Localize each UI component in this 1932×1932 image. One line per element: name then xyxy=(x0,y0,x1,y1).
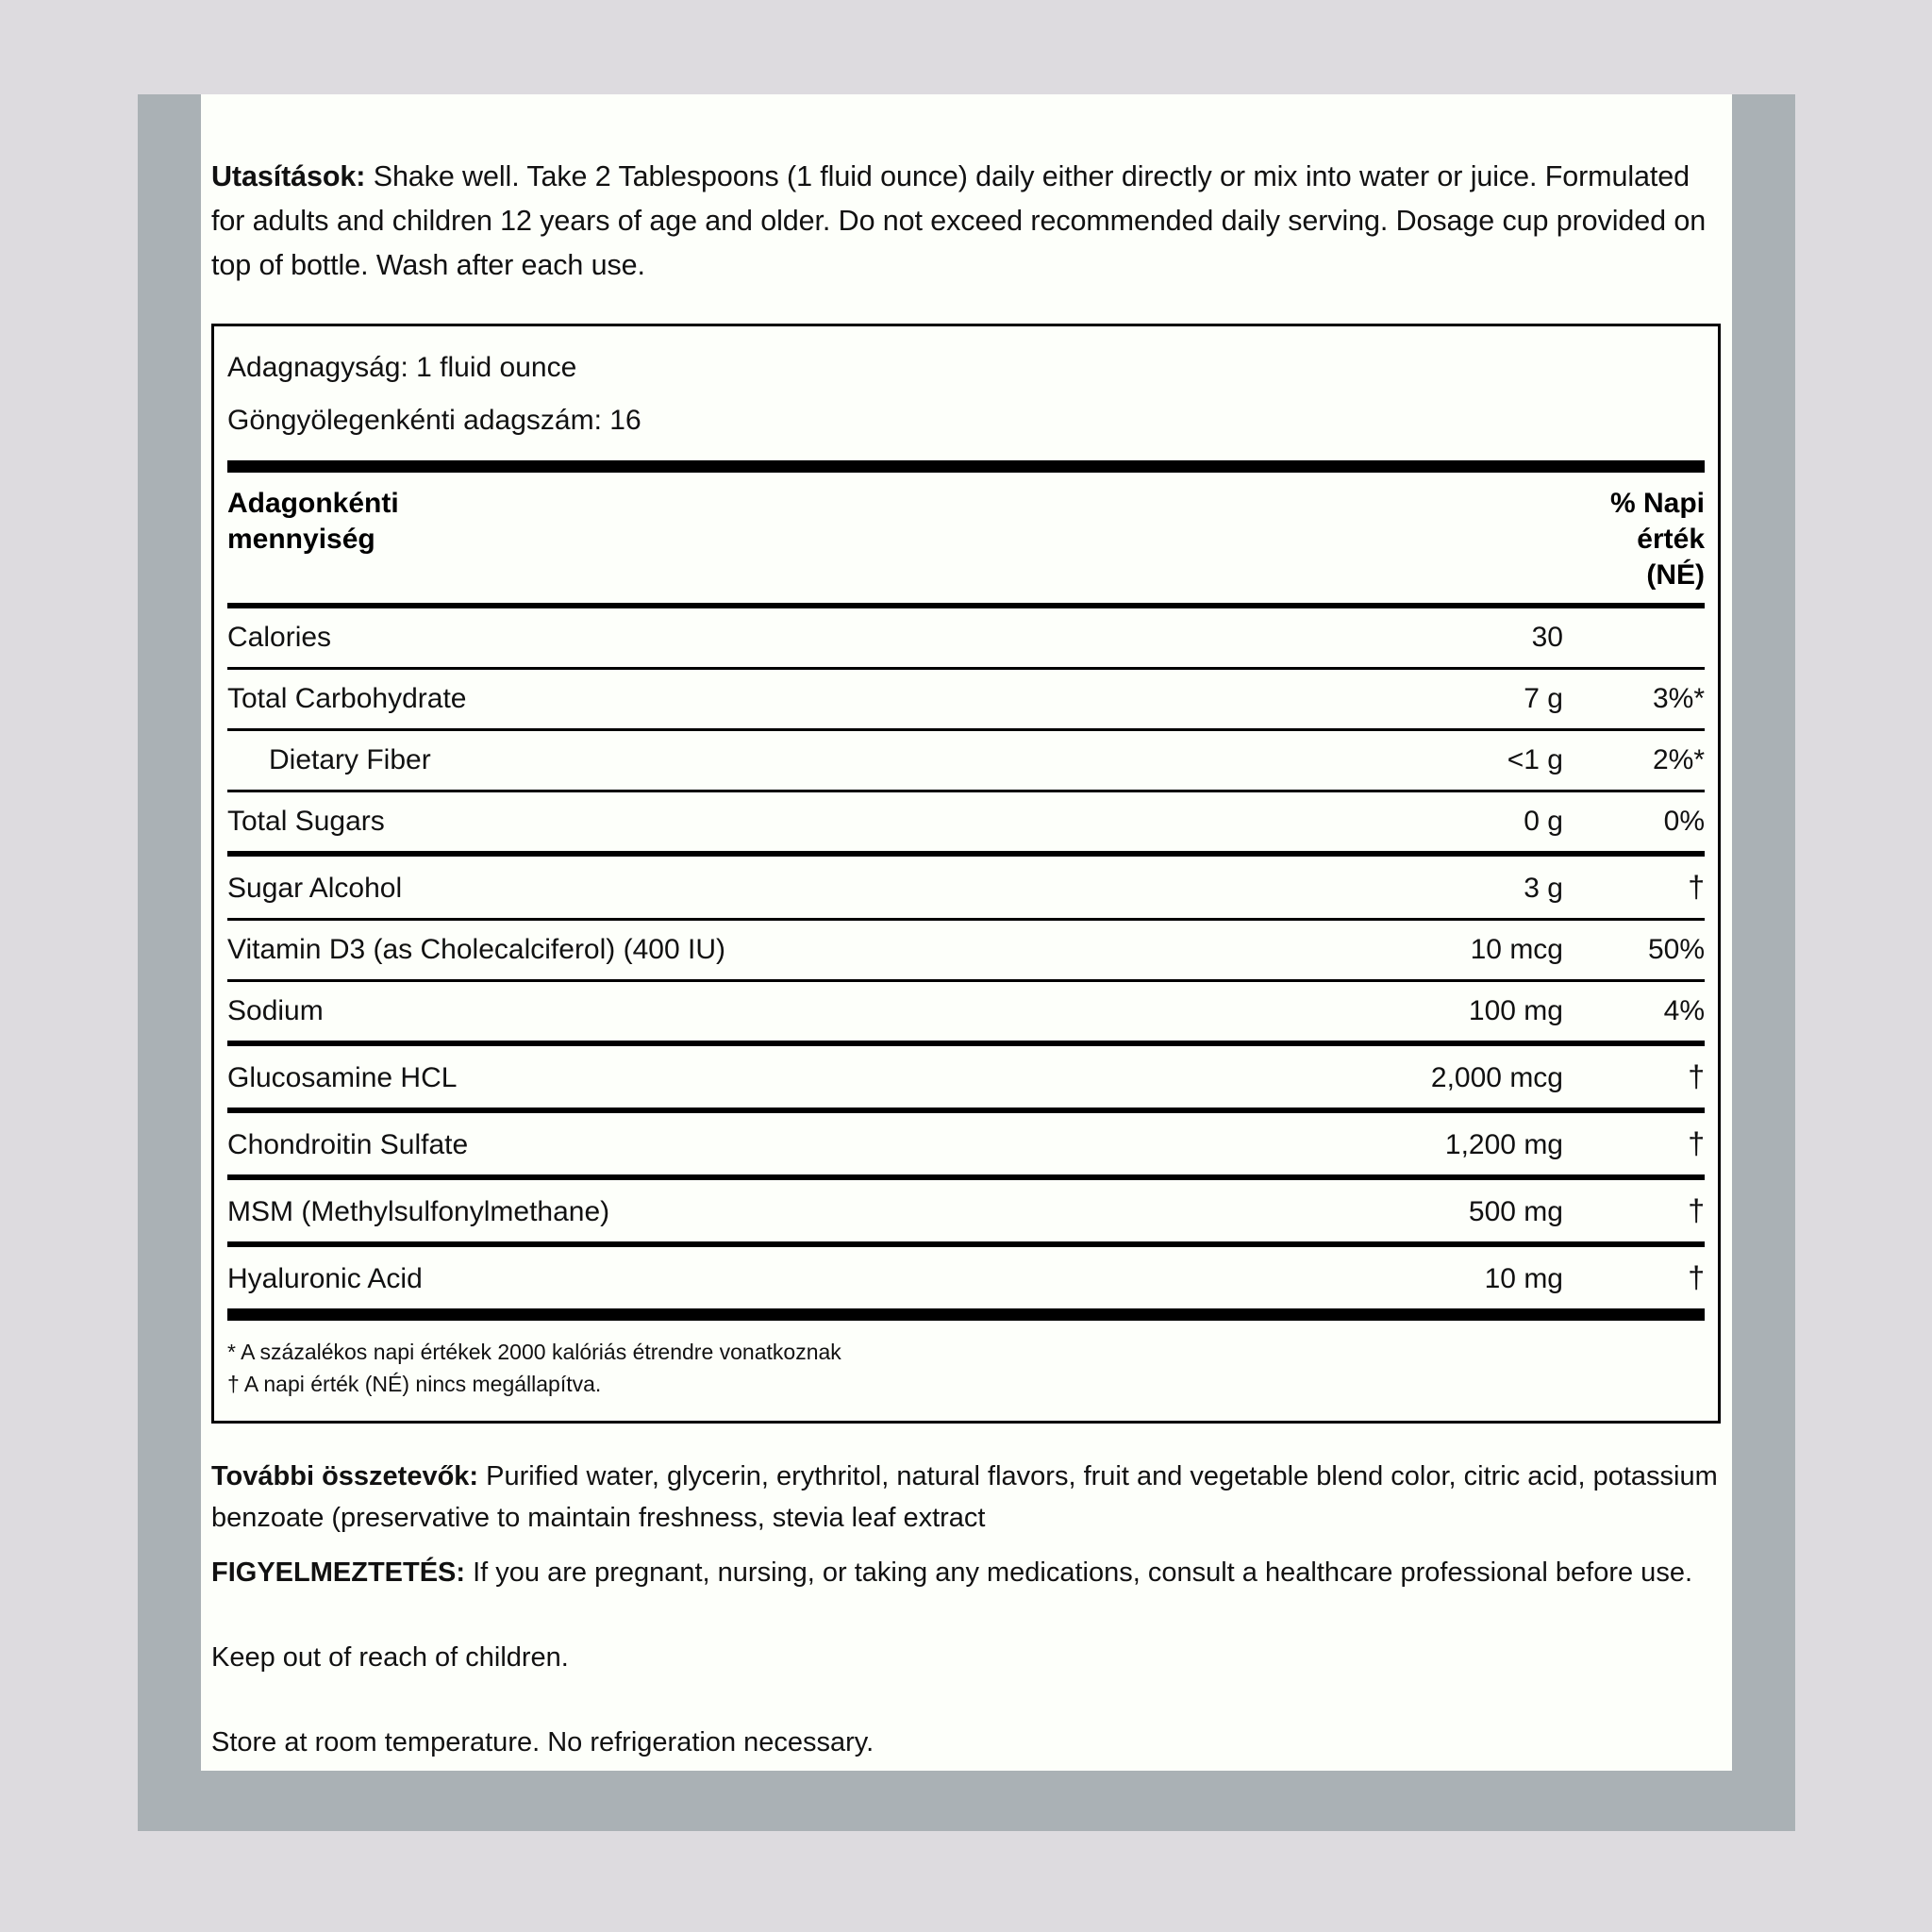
warning-label: FIGYELMEZTETÉS: xyxy=(211,1557,466,1588)
nutrient-name: Sodium xyxy=(227,995,324,1026)
nutrient-amount: 7 g xyxy=(1524,683,1563,714)
footnote-star: * A százalékos napi értékek 2000 kalóriás étrendre vonatkoznak xyxy=(227,1340,841,1364)
divider-thick-top xyxy=(227,460,1705,473)
amount-per-serving-header xyxy=(227,486,399,558)
footnote-dagger: † A napi érték (NÉ) nincs megállapítva. xyxy=(227,1372,602,1396)
table-row xyxy=(227,982,1705,1041)
nutrient-name: Glucosamine HCL xyxy=(227,1062,458,1093)
warning-paragraph xyxy=(211,1552,1721,1593)
nutrient-name: Vitamin D3 (as Cholecalciferol) (400 IU) xyxy=(227,934,725,965)
nutrient-daily-value: 2%* xyxy=(1652,744,1705,775)
nutrient-amount: <1 g xyxy=(1507,744,1563,775)
nutrient-name: Hyaluronic Acid xyxy=(227,1263,423,1294)
nutrient-daily-value: † xyxy=(1688,1260,1705,1294)
table-row xyxy=(227,1113,1705,1174)
nutrient-amount: 10 mcg xyxy=(1470,934,1563,965)
nutrient-amount: 10 mg xyxy=(1484,1263,1563,1294)
table-row xyxy=(227,731,1705,790)
keep-out-of-reach-text: Keep out of reach of children. xyxy=(211,1642,569,1673)
nutrient-amount: 2,000 mcg xyxy=(1430,1062,1563,1093)
directions-label: Utasítások: xyxy=(211,160,366,192)
serving-size: Adagnagyság: 1 fluid ounce xyxy=(227,352,577,383)
table-row xyxy=(227,857,1705,918)
nutrient-name: Total Sugars xyxy=(227,806,385,837)
serving-info xyxy=(227,326,1705,460)
nutrient-amount: 3 g xyxy=(1524,873,1563,904)
other-ingredients-paragraph xyxy=(211,1456,1721,1539)
table-row xyxy=(227,921,1705,979)
nutrient-name: Total Carbohydrate xyxy=(227,683,467,714)
warning-text: If you are pregnant, nursing, or taking any medications, consult a healthcare professional before use. xyxy=(465,1557,1692,1588)
nutrient-amount: 100 mg xyxy=(1468,995,1563,1026)
servings-per-container: Göngyölegenkénti adagszám: 16 xyxy=(227,405,641,436)
directions-text: Shake well. Take 2 Tablespoons (1 fluid ounce) daily either directly or mix into water or juice. Formulated for adults and children 12 years of age and older. Do not exceed recommended daily serving. Dosage cup provided on top of bottle. Wash after each use. xyxy=(211,160,1707,281)
table-row xyxy=(227,1247,1705,1308)
nutrient-daily-value: 0% xyxy=(1663,806,1705,837)
nutrient-name: Calories xyxy=(227,622,332,653)
nutrient-amount: 30 xyxy=(1531,622,1563,653)
table-row xyxy=(227,670,1705,728)
other-ingredients-label: További összetevők: xyxy=(211,1461,479,1491)
nutrient-daily-value: † xyxy=(1688,1059,1705,1093)
amount-per-serving-line-1: Adagonkénti xyxy=(227,488,399,519)
nutrient-amount: 0 g xyxy=(1524,806,1563,837)
footnotes xyxy=(227,1321,1705,1421)
nutrient-amount: 500 mg xyxy=(1468,1196,1563,1227)
bottom-information xyxy=(211,1456,1721,1763)
nutrient-name: Dietary Fiber xyxy=(269,744,431,775)
nutrient-daily-value: 3%* xyxy=(1652,683,1705,714)
supplement-facts-table xyxy=(211,324,1721,1424)
nutrient-name: MSM (Methylsulfonylmethane) xyxy=(227,1196,610,1227)
other-ingredients-text: Purified water, glycerin, erythritol, natural flavors, fruit and vegetable blend color, citric acid, potassium benzoate (preservative to maintain freshness, stevia leaf extract xyxy=(211,1461,1718,1533)
nutrient-name: Sugar Alcohol xyxy=(227,873,403,904)
nutrient-daily-value: † xyxy=(1688,870,1705,904)
table-row xyxy=(227,1046,1705,1108)
nutrient-daily-value: 4% xyxy=(1663,995,1705,1026)
nutrient-name: Chondroitin Sulfate xyxy=(227,1129,469,1160)
storage-text: Store at room temperature. No refrigeration necessary. xyxy=(211,1727,874,1757)
directions-paragraph xyxy=(211,155,1721,288)
amount-per-serving-line-2: mennyiség xyxy=(227,524,375,555)
divider-thick-bottom xyxy=(227,1308,1705,1321)
daily-value-line-2: érték xyxy=(1637,524,1705,555)
daily-value-header xyxy=(1610,486,1705,593)
table-row xyxy=(227,1180,1705,1241)
daily-value-line-1: % Napi xyxy=(1609,488,1705,519)
column-headers xyxy=(227,473,1705,603)
nutrient-daily-value: † xyxy=(1688,1193,1705,1227)
nutrient-daily-value: † xyxy=(1688,1126,1705,1160)
table-row xyxy=(227,608,1705,667)
nutrient-daily-value: 50% xyxy=(1647,934,1705,965)
table-row xyxy=(227,792,1705,851)
daily-value-line-3: (NÉ) xyxy=(1646,559,1705,591)
nutrient-amount: 1,200 mg xyxy=(1444,1129,1563,1160)
